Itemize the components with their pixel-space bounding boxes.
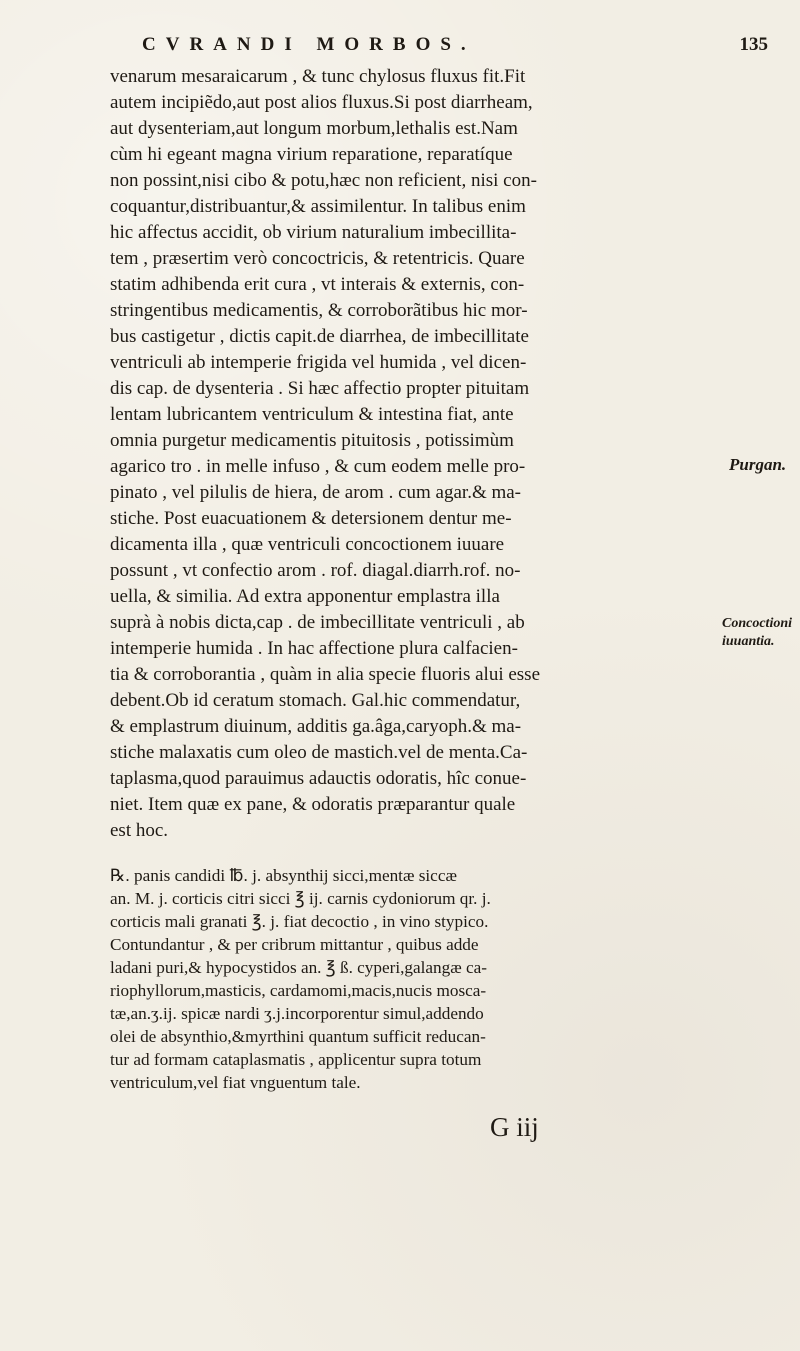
text-line: niet. Item quæ ex pane, & odoratis præparantur quale <box>110 794 516 815</box>
text-line: stiche malaxatis cum oleo de mastich.vel de menta.Ca- <box>110 742 528 763</box>
recipe-line: an. M. j. corticis citri sicci ℥ ij. carnis cydoniorum qr. j. <box>110 889 491 908</box>
text-line: dicamenta illa , quæ ventriculi concoctionem iuuare <box>110 534 505 555</box>
text-line: tem , præsertim verò concoctricis, & retentricis. Quare <box>110 248 525 269</box>
recipe-line: Contundantur , & per cribrum mittantur , quibus adde <box>110 935 479 954</box>
text-line: hic affectus accidit, ob virium naturalium imbecillita- <box>110 222 517 243</box>
text-line: bus castigetur , dictis capit.de diarrhea, de imbecillitate <box>110 326 529 347</box>
text-line: lentam lubricantem ventriculum & intestina fiat, ante <box>110 404 514 425</box>
text-line: non possint,nisi cibo & potu,hæc non reficient, nisi con- <box>110 170 537 191</box>
text-line: est hoc. <box>110 820 169 841</box>
recipe-line: olei de absynthio,&myrthini quantum sufficit reducan- <box>110 1027 486 1046</box>
recipe-line: ventriculum,vel fiat vnguentum tale. <box>110 1073 361 1092</box>
page-number: 135 <box>739 34 768 55</box>
text-line: stringentibus medicamentis, & corroborãtibus hic mor- <box>110 300 528 321</box>
text-line: aut dysenteriam,aut longum morbum,lethalis est.Nam <box>110 118 518 139</box>
text-line: suprà à nobis dicta,cap . de imbecillitate ventriculi , ab <box>110 612 525 633</box>
text-line: venarum mesaraicarum , & tunc chylosus fluxus fit.Fit <box>110 66 526 87</box>
text-line: coquantur,distribuantur,& assimilentur. In talibus enim <box>110 196 526 217</box>
main-text <box>110 64 765 1094</box>
text-line: uella, & similia. Ad extra apponentur emplastra illa <box>110 586 500 607</box>
text-line: autem incipiẽdo,aut post alios fluxus.Si post diarrheam, <box>110 92 533 113</box>
text-line: debent.Ob id ceratum stomach. Gal.hic commendatur, <box>110 690 521 711</box>
marginal-note-concoct-line-1: Concoctioni <box>722 616 793 631</box>
line-spacer <box>110 844 765 858</box>
text-line: & emplastrum diuinum, additis ga.âga,caryoph.& ma- <box>110 716 522 737</box>
running-head <box>108 34 768 62</box>
text-line: ventriculi ab intemperie frigida vel humida , vel dicen- <box>110 352 527 373</box>
text-line: intemperie humida . In hac affectione plura calfacien- <box>110 638 518 659</box>
text-line: agarico tro . in melle infuso , & cum eodem melle pro- <box>110 456 526 477</box>
recipe-line: tur ad formam cataplasmatis , applicentur supra totum <box>110 1050 482 1069</box>
marginal-note-purgan: Purgan. <box>729 455 787 474</box>
recipe-line: tæ,an.ʒ.ij. spicæ nardi ʒ.j.incorporentur simul,addendo <box>110 1004 484 1023</box>
text-line: cùm hi egeant magna virium reparatione, reparatíque <box>110 144 513 165</box>
recipe-line: ladani puri,& hypocystidos an. ℥ ß. cyperi,galangæ ca- <box>110 958 487 977</box>
running-title: CVRANDI MORBOS. <box>142 34 476 55</box>
text-line: omnia purgetur medicamentis pituitosis , potissimùm <box>110 430 514 451</box>
signature-mark: G iij <box>490 1112 539 1142</box>
text-line: taplasma,quod parauimus adauctis odoratis, hîc conue- <box>110 768 527 789</box>
text-line: pinato , vel pilulis de hiera, de arom . cum agar.& ma- <box>110 482 522 503</box>
text-line: statim adhibenda erit cura , vt interais & externis, con- <box>110 274 525 295</box>
recipe-block <box>110 864 765 1094</box>
marginal-note-concoct <box>722 615 792 651</box>
recipe-line: ℞. panis candidi ℔. j. absynthij sicci,mentæ siccæ <box>110 866 457 885</box>
recipe-line: riophyllorum,masticis, cardamomi,macis,nucis mosca- <box>110 981 487 1000</box>
marginal-note-concoct-line-2: iuuantia. <box>722 634 775 649</box>
text-line: dis cap. de dysenteria . Si hæc affectio propter pituitam <box>110 378 530 399</box>
text-line: tia & corroborantia , quàm in alia specie fluoris alui esse <box>110 664 540 685</box>
text-line: possunt , vt confectio arom . rof. diagal.diarrh.rof. no- <box>110 560 521 581</box>
text-line: stiche. Post euacuationem & detersionem dentur me- <box>110 508 512 529</box>
recipe-line: corticis mali granati ℥. j. fiat decoctio , in vino stypico. <box>110 912 489 931</box>
